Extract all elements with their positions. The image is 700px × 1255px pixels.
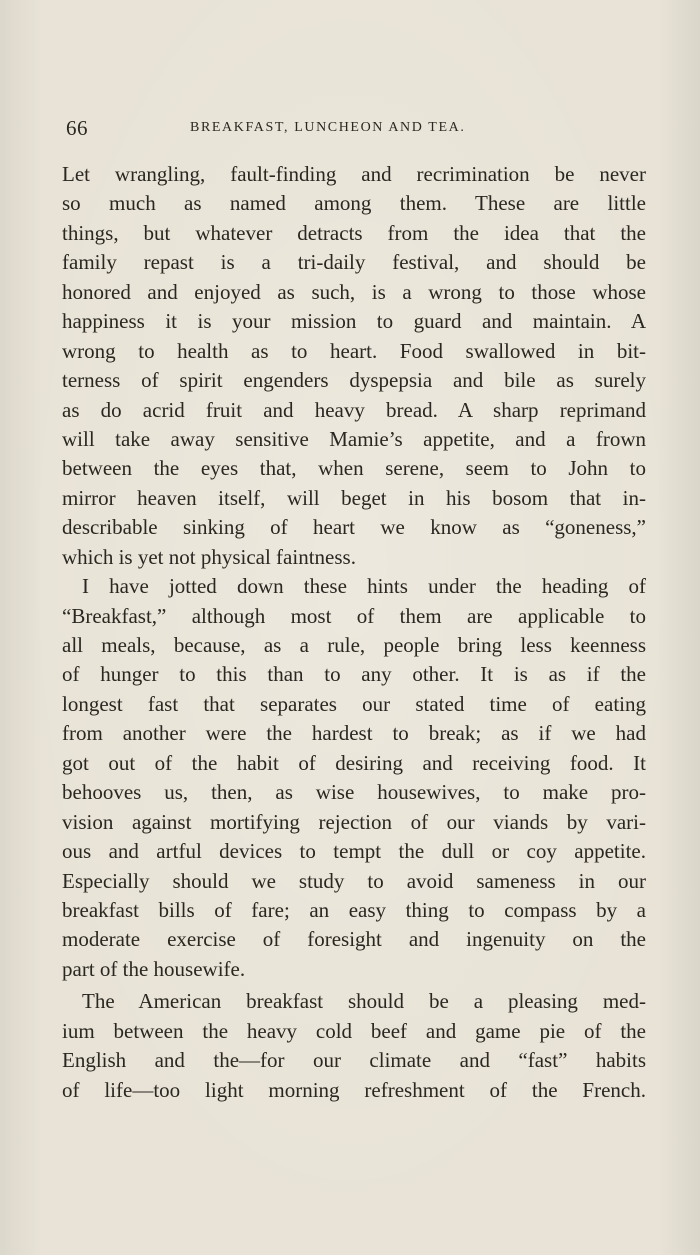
text-line: longest fast that separates our stated time of eating — [62, 691, 646, 716]
paragraph-3 — [62, 987, 646, 1105]
text-line: honored and enjoyed as such, is a wrong to those whose — [62, 279, 646, 304]
text-line: so much as named among them. These are little — [62, 191, 646, 216]
text-line: ous and artful devices to tempt the dull or coy appetite. — [62, 839, 646, 864]
paragraph-2 — [62, 572, 646, 984]
text-line: terness of spirit engenders dyspepsia and bile as surely — [62, 368, 646, 393]
text-line: from another were the hardest to break; as if we had — [62, 721, 646, 746]
text-line: Especially should we study to avoid sameness in our — [62, 868, 646, 893]
text-line: “Breakfast,” although most of them are applicable to — [62, 603, 646, 628]
text-line: ium between the heavy cold beef and game pie of the — [62, 1018, 646, 1043]
text-line: I have jotted down these hints under the heading of — [82, 574, 646, 599]
text-line: moderate exercise of foresight and ingenuity on the — [62, 927, 646, 952]
text-line: family repast is a tri-daily festival, and should be — [62, 250, 646, 275]
text-line: wrong to health as to heart. Food swallowed in bit- — [62, 338, 646, 363]
text-line: got out of the habit of desiring and receiving food. It — [62, 750, 646, 775]
text-line: which is yet not physical faintness. — [62, 544, 356, 569]
text-line: Let wrangling, fault-finding and recrimination be never — [62, 162, 646, 186]
running-head — [66, 116, 646, 142]
text-line: mirror heaven itself, will beget in his bosom that in- — [62, 485, 646, 510]
text-line: The American breakfast should be a pleasing med- — [82, 989, 646, 1014]
text-line: describable sinking of heart we know as “goneness,” — [62, 515, 646, 540]
text-line: part of the housewife. — [62, 956, 246, 981]
text-line: of life—too light morning refreshment of the French. — [62, 1077, 646, 1102]
paragraph-1 — [62, 160, 646, 572]
text-line: between the eyes that, when serene, seem to John to — [62, 456, 646, 481]
body-text — [62, 160, 646, 1105]
text-line: things, but whatever detracts from the idea that the — [62, 220, 646, 245]
text-line: will take away sensitive Mamie’s appetite, and a frown — [62, 426, 646, 451]
text-line: English and the—for our climate and “fast” habits — [62, 1048, 646, 1073]
text-line: all meals, because, as a rule, people bring less keenness — [62, 633, 646, 657]
text-line: as do acrid fruit and heavy bread. A sharp reprimand — [62, 397, 646, 422]
page-number: 66 — [66, 116, 88, 140]
text-line: vision against mortifying rejection of our viands by vari- — [62, 809, 646, 834]
text-line: of hunger to this than to any other. It is as if the — [62, 662, 646, 687]
text-line: breakfast bills of fare; an easy thing to compass by a — [62, 897, 646, 922]
text-line: behooves us, then, as wise housewives, to make pro- — [62, 780, 646, 805]
running-title: BREAKFAST, LUNCHEON AND TEA. — [190, 120, 466, 135]
text-line: happiness it is your mission to guard and maintain. A — [62, 309, 646, 334]
